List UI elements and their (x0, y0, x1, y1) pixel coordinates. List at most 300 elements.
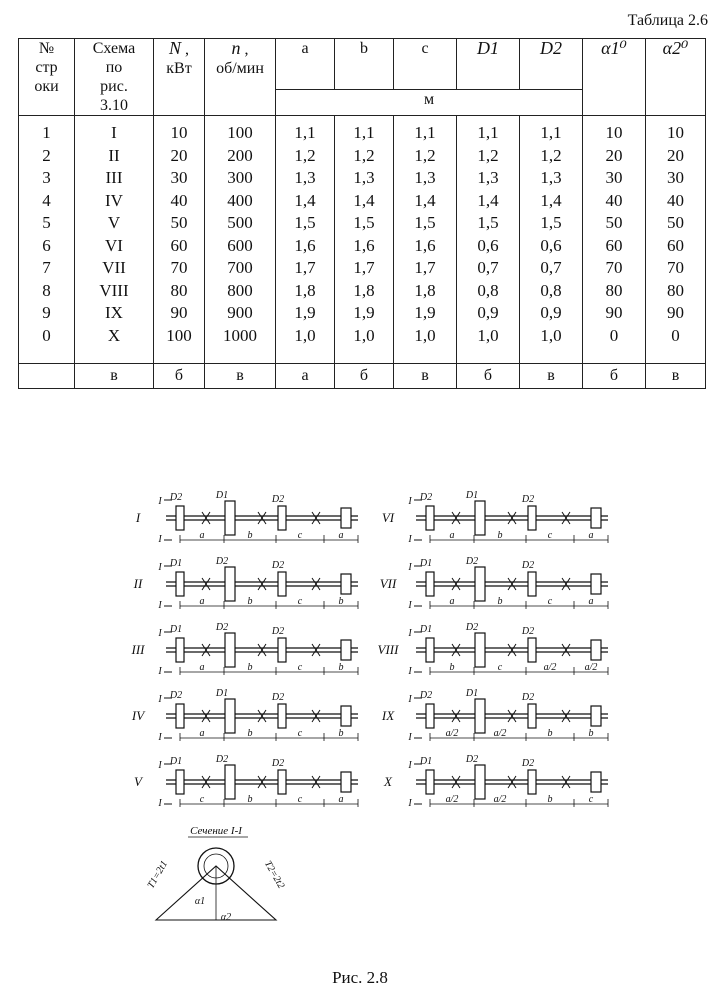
table-cell: 8 (19, 280, 75, 303)
table-cell: 800 (205, 280, 276, 303)
table-cell: 1,9 (335, 302, 394, 325)
pulley-label: D1 (215, 688, 229, 699)
dimension-label: b (588, 728, 594, 739)
pulley (278, 572, 286, 596)
bearing (202, 710, 210, 722)
table-cell: 1,6 (335, 235, 394, 258)
table-cell: 9 (19, 302, 75, 325)
pulley-label: D2 (419, 492, 433, 503)
dimension-label: b (338, 728, 344, 739)
pulley-label: D1 (169, 558, 183, 569)
scheme-numeral: I (135, 510, 141, 525)
table-cell: 90 (646, 302, 706, 325)
table-row (19, 145, 706, 168)
table-row (19, 116, 706, 145)
table-cell: 1,0 (276, 325, 335, 348)
header-speed: n , об/мин (205, 39, 276, 116)
scheme-numeral: IX (381, 708, 395, 723)
table-cell: 900 (205, 302, 276, 325)
table-cell: 1,4 (457, 190, 520, 213)
angle-label: α1 (194, 896, 206, 907)
table-cell: 1,4 (276, 190, 335, 213)
section-view (146, 825, 287, 923)
table-cell: 1,2 (457, 145, 520, 168)
table-cell: 70 (646, 257, 706, 280)
bearing (562, 512, 570, 524)
table-cell: 40 (154, 190, 205, 213)
table-cell: 30 (646, 167, 706, 190)
header-power: N , кВт (154, 39, 205, 116)
table-cell: 1,2 (276, 145, 335, 168)
pulley (475, 633, 485, 667)
table-cell: 1,8 (276, 280, 335, 303)
table-title: Таблица 2.6 (627, 12, 708, 29)
header-c: c (394, 39, 457, 90)
table-cell: I (75, 116, 154, 145)
section-mark: I (158, 798, 162, 809)
dimension-label: a (199, 662, 205, 673)
pulley-label: D1 (169, 624, 183, 635)
section-mark: I (158, 562, 162, 573)
bearing (202, 578, 210, 590)
pulley-label: D2 (271, 758, 285, 769)
table-cell: 4 (19, 190, 75, 213)
bearing (562, 710, 570, 722)
footer-cell: в (520, 364, 583, 389)
dimension-label: b (547, 728, 553, 739)
pulley (591, 706, 601, 726)
header-row-number: № стр оки (19, 39, 75, 116)
bearing (508, 644, 516, 656)
pulley-label: D2 (271, 692, 285, 703)
dimension-label: b (449, 662, 455, 673)
bearing (508, 776, 516, 788)
dimension-label: c (547, 530, 553, 541)
bearing (508, 578, 516, 590)
dimension-label: a (588, 596, 594, 607)
dimension-label: b (497, 530, 503, 541)
dimension-label: c (297, 794, 303, 805)
pulley (426, 704, 434, 728)
section-mark: I (408, 534, 412, 545)
bearing (452, 512, 460, 524)
shaft-scheme (131, 688, 358, 743)
pulley-label: D2 (521, 692, 535, 703)
scheme-numeral: VII (379, 576, 397, 591)
bearing (508, 512, 516, 524)
pulley-label: D1 (465, 490, 479, 501)
scheme-numeral: II (133, 576, 143, 591)
table-cell: 1,8 (394, 280, 457, 303)
table-cell: 300 (205, 167, 276, 190)
section-mark: I (158, 496, 162, 507)
table-cell: IV (75, 190, 154, 213)
bearing (312, 578, 320, 590)
dimension-label: a (588, 530, 594, 541)
pulley (278, 506, 286, 530)
table-cell: 1,1 (335, 116, 394, 145)
pulley (225, 501, 235, 535)
dimension-label: a (199, 728, 205, 739)
section-mark: I (408, 694, 412, 705)
dimension-label: c (199, 794, 205, 805)
table-cell: 1,4 (335, 190, 394, 213)
header-a: a (276, 39, 335, 90)
shaft-scheme (133, 556, 358, 611)
pulley (426, 770, 434, 794)
table-cell: III (75, 167, 154, 190)
table-cell: IX (75, 302, 154, 325)
table-cell: 1,3 (276, 167, 335, 190)
table-cell: 50 (583, 212, 646, 235)
section-mark: I (408, 760, 412, 771)
bearing (202, 776, 210, 788)
table-cell: 20 (583, 145, 646, 168)
shaft-scheme (380, 556, 608, 611)
pulley (341, 640, 351, 660)
table-cell: 1,4 (394, 190, 457, 213)
pulley-label: D2 (465, 556, 479, 567)
table-cell: 1,0 (457, 325, 520, 348)
table-cell: 1,0 (394, 325, 457, 348)
table-cell: 100 (205, 116, 276, 145)
table-cell: X (75, 325, 154, 348)
table-cell: 1,1 (520, 116, 583, 145)
dimension-label: a (338, 530, 344, 541)
pulley (341, 706, 351, 726)
pulley-label: D2 (521, 560, 535, 571)
table-cell: 600 (205, 235, 276, 258)
footer-cell: в (646, 364, 706, 389)
pulley-label: D2 (521, 626, 535, 637)
table-cell: 0,6 (520, 235, 583, 258)
footer-cell: в (205, 364, 276, 389)
table-cell: 1,3 (520, 167, 583, 190)
table-cell: 500 (205, 212, 276, 235)
pulley-label: D1 (465, 688, 479, 699)
dimension-label: a/2 (493, 794, 507, 805)
table-cell: 1000 (205, 325, 276, 348)
pulley-label: D2 (271, 560, 285, 571)
dimension-label: c (297, 728, 303, 739)
pulley (528, 638, 536, 662)
pulley (591, 772, 601, 792)
header-scheme: Схема по рис. 3.10 (75, 39, 154, 116)
table-cell: 1,1 (276, 116, 335, 145)
pulley (176, 572, 184, 596)
dimension-label: b (338, 662, 344, 673)
dimension-label: c (297, 530, 303, 541)
table-cell: 1,2 (520, 145, 583, 168)
force-label-left: T1=2t1 (145, 858, 171, 891)
pulley-label: D1 (419, 756, 433, 767)
table-cell: 80 (583, 280, 646, 303)
table-cell: VIII (75, 280, 154, 303)
dimension-label: b (338, 596, 344, 607)
table-cell: 40 (583, 190, 646, 213)
table-cell: 90 (583, 302, 646, 325)
table-cell: 50 (154, 212, 205, 235)
table-cell: 1,4 (520, 190, 583, 213)
table-cell: 0,9 (520, 302, 583, 325)
bearing (258, 578, 266, 590)
bearing (312, 776, 320, 788)
pulley (278, 638, 286, 662)
scheme-numeral: X (384, 774, 392, 789)
table-row (19, 235, 706, 258)
dimension-label: a/2 (584, 662, 598, 673)
header-alpha2: α2⁰ (646, 39, 706, 116)
section-mark: I (158, 600, 162, 611)
dimension-label: b (497, 596, 503, 607)
pulley-label: D2 (271, 494, 285, 505)
force-label-right: T2=2t2 (261, 858, 287, 891)
table-cell: 10 (646, 116, 706, 145)
bearing (452, 776, 460, 788)
dimension-label: b (247, 530, 253, 541)
table-cell: 100 (154, 325, 205, 348)
table-cell: 90 (154, 302, 205, 325)
shaft-scheme (135, 490, 358, 545)
section-mark: I (158, 628, 162, 639)
table-cell: 0,6 (457, 235, 520, 258)
table-cell: 1,0 (520, 325, 583, 348)
pulley (528, 506, 536, 530)
table-cell: 1,3 (335, 167, 394, 190)
pulley-label: D2 (521, 758, 535, 769)
table-cell: 1,8 (335, 280, 394, 303)
pulley (475, 765, 485, 799)
pulley (528, 770, 536, 794)
pulley (591, 574, 601, 594)
dimension-label: a (199, 530, 205, 541)
pulley (426, 506, 434, 530)
bearing (202, 512, 210, 524)
dimension-label: b (247, 662, 253, 673)
table-cell: 1,1 (457, 116, 520, 145)
table-cell: 200 (205, 145, 276, 168)
table-cell: 60 (646, 235, 706, 258)
dimension-label: b (247, 596, 253, 607)
table-row (19, 302, 706, 325)
table-cell: 2 (19, 145, 75, 168)
footer-cell: в (394, 364, 457, 389)
table-cell: 0,8 (520, 280, 583, 303)
section-mark: I (408, 562, 412, 573)
shaft-scheme (134, 754, 358, 809)
table-cell: 1,5 (276, 212, 335, 235)
pulley (278, 770, 286, 794)
pulley-label: D1 (215, 490, 229, 501)
bearing (258, 512, 266, 524)
footer-cell: б (457, 364, 520, 389)
footer-cell: б (583, 364, 646, 389)
footer-cell: а (276, 364, 335, 389)
table-cell: 0,7 (520, 257, 583, 280)
table-cell: 10 (583, 116, 646, 145)
pulley (341, 772, 351, 792)
bearing (312, 644, 320, 656)
pulley (591, 508, 601, 528)
table-cell: VI (75, 235, 154, 258)
table-cell: 1,9 (276, 302, 335, 325)
section-mark: I (158, 666, 162, 677)
header-unit-meters: м (276, 90, 583, 116)
table-cell: 1,0 (335, 325, 394, 348)
table-cell: 1,9 (394, 302, 457, 325)
table-cell: 0,8 (457, 280, 520, 303)
pulley-label: D1 (419, 558, 433, 569)
dimension-label: c (297, 596, 303, 607)
dimension-label: c (588, 794, 594, 805)
section-mark: I (408, 666, 412, 677)
pulley (176, 770, 184, 794)
dimension-label: a/2 (493, 728, 507, 739)
shaft-scheme (382, 490, 608, 545)
section-title: Сечение I-I (190, 825, 242, 837)
dimension-label: c (297, 662, 303, 673)
footer-cell (19, 364, 75, 389)
scheme-numeral: VIII (377, 642, 399, 657)
footer-row (19, 364, 706, 389)
table-cell: 0,7 (457, 257, 520, 280)
table-cell: 30 (154, 167, 205, 190)
footer-cell: б (154, 364, 205, 389)
section-mark: I (408, 732, 412, 743)
table-cell: 1,3 (457, 167, 520, 190)
table-cell: 5 (19, 212, 75, 235)
scheme-numeral: VI (381, 510, 395, 525)
section-mark: I (158, 760, 162, 771)
dimension-label: c (547, 596, 553, 607)
dimension-label: b (247, 794, 253, 805)
pulley (528, 704, 536, 728)
bearing (562, 644, 570, 656)
header-d2: D2 (520, 39, 583, 90)
pulley-label: D2 (169, 690, 183, 701)
table-cell: V (75, 212, 154, 235)
table-row (19, 212, 706, 235)
table-cell: 1,2 (394, 145, 457, 168)
pulley (176, 506, 184, 530)
table-cell: 10 (154, 116, 205, 145)
section-mark: I (158, 732, 162, 743)
dimension-label: a (338, 794, 344, 805)
table-cell: 80 (154, 280, 205, 303)
table-cell: 30 (583, 167, 646, 190)
pulley (225, 765, 235, 799)
section-mark: I (158, 694, 162, 705)
pulley (475, 567, 485, 601)
pulley-label: D2 (215, 622, 229, 633)
header-d1: D1 (457, 39, 520, 90)
bearing (312, 512, 320, 524)
parameters-table (18, 38, 706, 389)
table-row (19, 280, 706, 303)
pulley (225, 699, 235, 733)
dimension-label: c (497, 662, 503, 673)
table-cell: 1,5 (394, 212, 457, 235)
table-row (19, 257, 706, 280)
pulley (426, 638, 434, 662)
table-cell: 7 (19, 257, 75, 280)
scheme-numeral: V (134, 774, 142, 789)
table-cell: II (75, 145, 154, 168)
table-cell: 70 (583, 257, 646, 280)
pulley (591, 640, 601, 660)
section-mark: I (408, 798, 412, 809)
table-cell: 1,7 (276, 257, 335, 280)
pulley (528, 572, 536, 596)
pulley (176, 638, 184, 662)
bearing (452, 710, 460, 722)
bearing (258, 644, 266, 656)
pulley-label: D2 (215, 754, 229, 765)
pulley-label: D2 (521, 494, 535, 505)
table-cell: 0 (583, 325, 646, 348)
pulley-label: D2 (465, 622, 479, 633)
shaft-scheme (131, 622, 359, 677)
table-cell: 1,5 (335, 212, 394, 235)
bearing (452, 644, 460, 656)
bearing (562, 776, 570, 788)
dimension-label: a (449, 596, 455, 607)
bearing (508, 710, 516, 722)
table-cell: 0 (19, 325, 75, 348)
header-b: b (335, 39, 394, 90)
footer-cell: в (75, 364, 154, 389)
table-cell: 60 (583, 235, 646, 258)
pulley-label: D1 (419, 624, 433, 635)
pulley (341, 508, 351, 528)
table-cell: 1,7 (335, 257, 394, 280)
table-cell: 70 (154, 257, 205, 280)
shaft-scheme (381, 688, 608, 743)
table-cell: 6 (19, 235, 75, 258)
shaft-scheme (383, 754, 608, 809)
pulley (426, 572, 434, 596)
table-cell: 20 (646, 145, 706, 168)
pulley-label: D2 (169, 492, 183, 503)
pulley (475, 501, 485, 535)
dimension-label: a (449, 530, 455, 541)
table-cell: 1,5 (520, 212, 583, 235)
section-mark: I (408, 496, 412, 507)
scheme-numeral: III (131, 642, 145, 657)
pulley (176, 704, 184, 728)
pulley-label: D2 (271, 626, 285, 637)
table-cell: 1,6 (276, 235, 335, 258)
bearing (312, 710, 320, 722)
bearing (258, 710, 266, 722)
pulley-label: D2 (419, 690, 433, 701)
angle-label: α2 (220, 912, 232, 923)
dimension-label: b (547, 794, 553, 805)
table-cell: 0,9 (457, 302, 520, 325)
header-alpha1: α1⁰ (583, 39, 646, 116)
bearing (452, 578, 460, 590)
table-cell: 60 (154, 235, 205, 258)
dimension-label: a/2 (543, 662, 557, 673)
table-cell: 1,5 (457, 212, 520, 235)
dimension-label: a/2 (445, 728, 459, 739)
table-cell: 1 (19, 116, 75, 145)
pulley (225, 633, 235, 667)
bearing (202, 644, 210, 656)
table-cell: 700 (205, 257, 276, 280)
table-row (19, 190, 706, 213)
section-mark: I (408, 600, 412, 611)
